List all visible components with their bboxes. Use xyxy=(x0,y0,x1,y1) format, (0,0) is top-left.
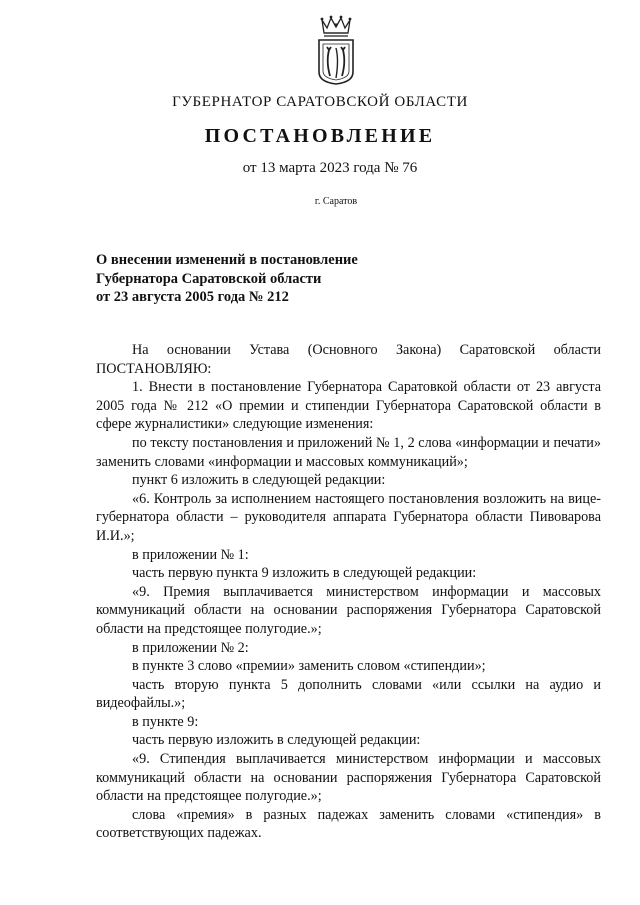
document-body xyxy=(96,341,601,843)
paragraph-first-part: часть первую изложить в следующей редакции: xyxy=(132,732,421,749)
paragraph-item-1: 1. Внести в постановление Губернатора Саратовкой области от 23 августа 2005 года № 212 «О премии и стипендии Губернатора Саратовской области в сфере журналистики» следующие изменения: xyxy=(96,379,601,433)
paragraph-decree: ПОСТАНОВЛЯЮ: xyxy=(96,360,212,377)
document-subject xyxy=(96,251,358,307)
paragraph-point-6-text: «6. Контроль за исполнением настоящего постановления возложить на вице-губернатора области – руководителя аппарата Губернатора области Пивоварова И.И.»; xyxy=(96,490,601,544)
paragraph-word-replace: слова «премия» в разных падежах заменить словами «стипендия» в соответствующих падежах. xyxy=(96,806,601,842)
paragraph-replace-words: по тексту постановления и приложений № 1, 2 слова «информации и печати» заменить словами «информации и массовых коммуникаций»; xyxy=(96,434,601,470)
paragraph-appendix-1: в приложении № 1: xyxy=(132,546,249,563)
paragraph-point-3: в пункте 3 слово «премии» заменить словом «стипендии»; xyxy=(132,658,486,675)
paragraph-basis: На основании Устава (Основного Закона) Саратовской области xyxy=(132,342,601,358)
paragraph-appendix-2: в приложении № 2: xyxy=(132,639,249,656)
paragraph-in-point-9: в пункте 9: xyxy=(132,713,199,730)
paragraph-point-6: пункт 6 изложить в следующей редакции: xyxy=(132,472,386,489)
paragraph-point-9: часть первую пункта 9 изложить в следующей редакции: xyxy=(132,565,477,582)
city-label: г. Саратов xyxy=(314,196,358,207)
date-and-number: от 13 марта 2023 года № 76 xyxy=(242,160,418,176)
subject-line-1: О внесении изменений в постановление xyxy=(96,252,358,268)
paragraph-point-5: часть вторую пункта 5 дополнить словами «или ссылки на аудио и видеофайлы.»; xyxy=(96,676,601,712)
document-type-title: ПОСТАНОВЛЕНИЕ xyxy=(204,125,436,147)
paragraph-point-9-text: «9. Премия выплачивается министерством информации и массовых коммуникаций области на основании распоряжения Губернатора Саратовской области на предстоящее полугодие.»; xyxy=(96,583,601,637)
subject-line-3: от 23 августа 2005 года № 212 xyxy=(96,289,289,305)
subject-line-2: Губернатора Саратовской области xyxy=(96,270,322,287)
issuing-authority: ГУБЕРНАТОР САРАТОВСКОЙ ОБЛАСТИ xyxy=(172,94,468,110)
coat-of-arms-emblem xyxy=(313,14,359,86)
paragraph-stipend-text: «9. Стипендия выплачивается министерством информации и массовых коммуникаций области на основании распоряжения Губернатора Саратовской области на предстоящее полугодие.»; xyxy=(96,751,601,805)
